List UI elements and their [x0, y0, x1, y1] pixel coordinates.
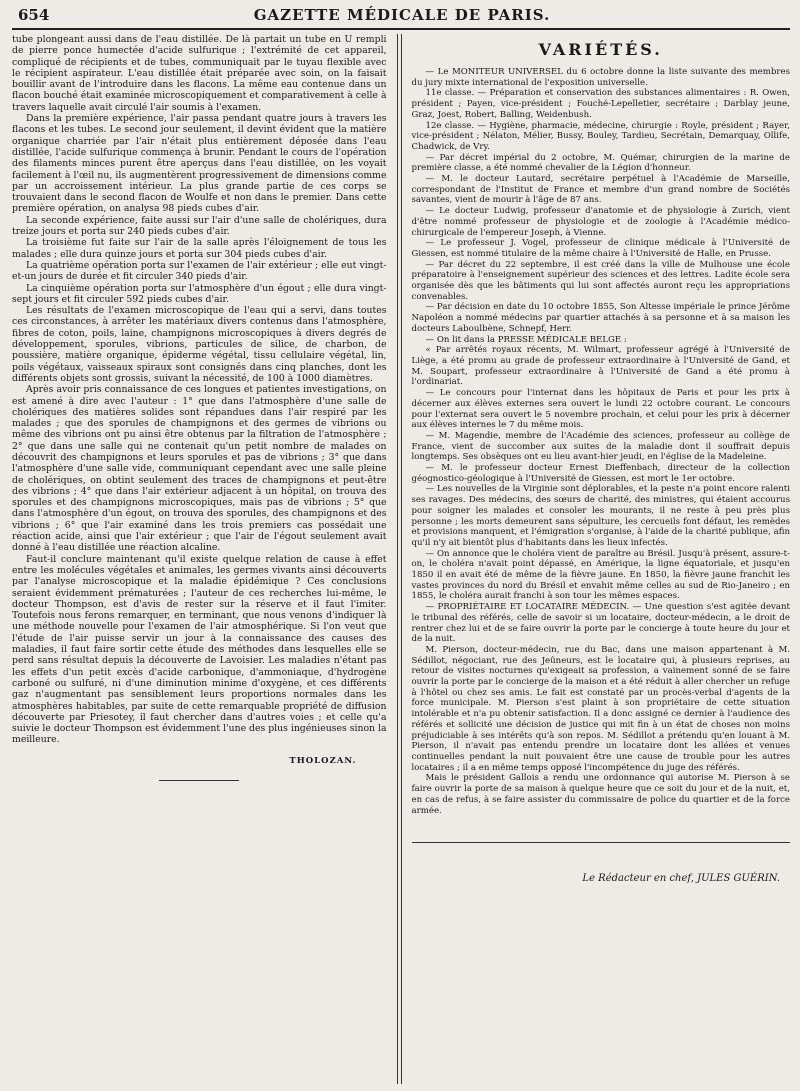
paragraph: Les résultats de l'examen microscopique de l'eau qui a servi, dans toutes ces circonstances, à arrêter les matériaux divers contenus dans l'atmosphère, fibres de coton, poils, laine, champignons microscopiques à divers degrés de développement, sporules, vibrions, particules de silice, de charbon, de poussière, matière organique, épiderme végétal, tissu cellulaire végétal, lin, poils végétaux, vaisseaux spiraux sont consignés dans cinq planches, dont les différents objets sont grossis, suivant la nécessité, de 100 à 1000 diamètres.: [12, 305, 387, 384]
paragraph: La troisième fut faite sur l'air de la salle après l'éloignement de tous les malades ; elle dura quinze jours et porta sur 304 pieds cubes d'air.: [12, 237, 387, 260]
varietes-news: [412, 67, 791, 816]
paragraph: M. Pierson, docteur-médecin, rue du Bac, dans une maison appartenant à M. Sédillot, négociant, rue des Jeûneurs, est le locataire qui, à plusieurs reprises, au retour de visites nocturnes qu'exigeait sa profession, a vainement sonné de se faire ouvrir la porte par le concierge de la maison et a été réduit à aller chercher un refuge à l'hôtel ou chez ses amis. Le fait est constaté par un procès-verbal d'agents de la force municipale. M. Pierson s'est plaint à son propriétaire de cette situation intolérable et n'a pu obtenir satisfaction. Il a donc assigné ce dernier à l'audience des référés et sollicité une décision de justice qui mit fin à un état de choses non moins préjudiciable à ses intérêts qu'à son repos. M. Sédillot a prétendu qu'en louant à M. Pierson, il n'avait pas entendu prendre un locataire dont les allées et venues continuelles pendant la nuit pouvaient être une cause de trouble pour les autres locataires ; il a en même temps opposé l'incompétence du juge des référés.: [411, 644, 790, 773]
article-signature: THOLOZAN.: [289, 755, 357, 766]
paragraph: Faut-il conclure maintenant qu'il existe quelque relation de cause à effet entre les molécules végétales et animales, les germes vivants ainsi découverts par l'analyse microscopique et la maladie épidémique ? Ces conclusions seraient évidemment prématurées ; l'auteur de ces recherches lui-même, le docteur Thompson, est d'avis de rester sur la réserve et il faut l'imiter. Toutefois nous ferons remarquer, en terminant, que nous venons d'indiquer là une méthode nouvelle pour l'examen de l'air atmosphérique. Si l'on veut que l'étude de l'air puisse servir un jour à la connaissance des causes des maladies, il faut faire sortir cette étude des méthodes dans lesquelles elle se perd sans résultat depuis la découverte de Lavoisier. Les maladies n'étant pas les effets d'un petit excès d'acide carbonique, d'ammoniaque, d'hydrogène carboné ou sulfuré, ni d'une diminution minime d'oxygène, et ces différents gaz n'augmentant pas sensiblement leurs proportions normales dans les atmosphères habitables, par suite de cette remarquable propriété de diffusion découverte par Priesotey, il faut chercher dans d'autres voies ; et celle qu'a suivie le docteur Thompson est évidemment l'une des plus ingénieuses sinon la meilleure.: [12, 553, 387, 746]
paragraph: — Par décision en date du 10 octobre 1855, Son Altesse impériale le prince Jérôme Napoléon a nommé médecins par quartier attachés à sa personne et à sa maison les docteurs Laboulbène, Schnepf, Herr.: [411, 302, 790, 334]
paragraph: — M. le docteur Lautard, secrétaire perpétuel à l'Académie de Marseille, correspondant de l'Institut de France et membre d'un grand nombre de Sociétés savantes, vient de mourir à l'âge de 87 ans.: [411, 174, 790, 206]
paragraph: — Le MONITEUR UNIVERSEL du 6 octobre donne la liste suivante des membres du jury mixte international de l'exposition universelle.: [411, 67, 790, 88]
paragraph: — PROPRIÉTAIRE ET LOCATAIRE MÉDECIN. — Une question s'est agitée devant le tribunal des référés, celle de savoir si un locataire, docteur-médecin, a le droit de rentrer chez lui et de se faire ouvrir la porte par le concierge à toute heure du jour et de la nuit.: [411, 602, 790, 645]
paragraph: — M. Magendie, membre de l'Académie des sciences, professeur au collège de France, vient de succomber aux suites de la maladie dont il souffrait depuis longtemps. Ses obsèques ont eu lieu avant-hier jeudi, en l'église de la Madeleine.: [411, 430, 790, 463]
paragraph: — On lit dans la PRESSE MÉDICALE BELGE :: [425, 334, 627, 345]
paragraph: Dans la première expérience, l'air passa pendant quatre jours à travers les flacons et les tubes. Le second jour seulement, il devint évident que la matière organique charriée par l'air n'était plus entièrement déposée dans l'eau distillée, l'acide sulfurique commença à brunir. Pendant le cours de l'opération des filaments minces purent être aperçus dans l'eau distillée, on les voyait facilement à l'œil nu, ils augmentèrent progressivement de dimensions comme par un accroissement intérieur. La plus grande partie de ces corps se trouvaient dans le second flacon de Woulfe et non dans le premier. Dans cette première opération, on analysa 98 pieds cubes d'air.: [12, 113, 387, 215]
left-article: [12, 34, 387, 746]
paragraph: — Les nouvelles de la Virginie sont déplorables, et la peste n'a point encore ralenti ses ravages. Des médecins, des sœurs de charité, des ministres, qui étaient accourus pour soigner les malades et consoler les mourants, il ne reste à peu près plus personne ; les morts demeurent sans sépulture, les cercueils font défaut, les remèdes et provisions manquent, et l'émigration s'organise, à l'aide de la charité publique, afin qu'il n'y ait bientôt plus d'habitants dans les lieux infectés.: [411, 484, 790, 548]
paragraph: 11e classe. — Préparation et conservation des substances alimentaires : R. Owen, président ; Payen, vice-président ; Fouché-Lepelletier, secrétaire ; Darblay jeune, Graz, Joest, Robert, Balling, Weidenbush.: [411, 88, 790, 120]
paragraph: — Le professeur J. Vogel, professeur de clinique médicale à l'Université de Giessen, est nommé titulaire de la même chaire à l'Université de Halle, en Prusse.: [411, 238, 790, 259]
editor-credit: Le Rédacteur en chef, JULES GUÉRIN.: [582, 873, 780, 885]
paragraph: tube plongeant aussi dans de l'eau distillée. De là partait un tube en U rempli de pierre ponce humectée d'acide sulfurique ; l'extrémité de cet appareil, compliqué de récipients et de tubes, communiquait par le tuyau flexible avec le récipient aspirateur. L'eau distillée était préparée avec soin, on la faisait bouillir avant de l'introduire dans les flacons. La même eau contenue dans un flacon bouché était examinée microscopiquement et comparativement à celle à travers laquelle avait circulé l'air soumis à l'examen.: [12, 34, 387, 113]
paragraph: — On annonce que le choléra vient de paraître au Brésil. Jusqu'à présent, assure-t-on, le choléra n'avait point dépassé, en Amérique, la ligne équatoriale, et jusqu'en 1850 il en avait été de même de la fièvre jaune. En 1850, la fièvre jaune franchit les vastes provinces du nord du Brésil et envahit même celles au sud de Rio-Janeiro ; en 1855, le choléra aurait franchi à son tour les mêmes espaces.: [411, 548, 790, 602]
page-header: [12, 6, 790, 30]
end-rule: [159, 780, 239, 781]
paragraph: La quatrième opération porta sur l'examen de l'air extérieur ; elle eut vingt-et-un jours de durée et fit circuler 340 pieds d'air.: [12, 259, 387, 283]
paragraph: — M. le professeur docteur Ernest Dieffenbach, directeur de la collection géognostico-géologique à l'Université de Giessen, est mort le 1er octobre.: [411, 463, 790, 484]
paragraph: — Le docteur Ludwig, professeur d'anatomie et de physiologie à Zurich, vient d'être nommé professeur de physiologie et de zoologie à l'Académie médico-chirurgicale de l'empereur Joseph, à Vienne.: [411, 206, 790, 238]
paragraph: Mais le président Gallois a rendu une ordonnance qui autorise M. Pierson à se faire ouvrir la porte de sa maison à quelque heure que ce soit du jour et de la nuit, et, en cas de refus, à se faire assister du commissaire de police du quartier et de la force armée.: [411, 773, 790, 816]
paragraph: La seconde expérience, faite aussi sur l'air d'une salle de cholériques, dura treize jours et porta sur 240 pieds cubes d'air.: [12, 214, 387, 238]
publication-title: GAZETTE MÉDICALE DE PARIS.: [253, 6, 551, 24]
paragraph: La cinquième opération porta sur l'atmosphère d'un égout ; elle dura vingt-sept jours et fit circuler 592 pieds cubes d'air.: [12, 282, 387, 305]
section-title: VARIÉTÉS.: [538, 40, 663, 59]
left-column: [12, 34, 397, 1084]
paragraph: — Le concours pour l'internat dans les hôpitaux de Paris et pour les prix à décerner aux élèves externes sera ouvert le lundi 22 octobre courant. Le concours pour l'externat sera ouvert le 5 novembre prochain, et celui pour les prix à décerner aux élèves internes le 7 du même mois.: [411, 388, 790, 431]
page-number: 654: [18, 6, 50, 24]
paragraph: — Par décret du 22 septembre, il est créé dans la ville de Mulhouse une école préparatoire à l'enseignement supérieur des sciences et des lettres. Ladite école sera organisée dès que les bâtiments qui lui sont affectés auront reçu les appropriations convenables.: [411, 259, 790, 302]
right-column: [402, 34, 791, 1084]
paragraph: 12e classe. — Hygiène, pharmacie, médecine, chirurgie : Royle, président ; Rayer, vice-président ; Nélaton, Mélier, Bussy, Bouley, Tardieu, Secrétain, Demarquay, Ollife, Chadwick, de Vry.: [411, 120, 790, 152]
paragraph: Après avoir pris connaissance de ces longues et patientes investigations, on est amené à dire avec l'auteur : 1° que dans l'atmosphère d'une salle de cholériques des matières solides sont répandues dans l'air respiré par les malades ; que des sporules de champignons et des germes de vibrions ou même des vibrions ont pu ainsi être obtenus par la filtration de l'atmosphère ; 2° que dans une salle qui ne contenait qu'un petit nombre de malades on découvrit des champignons et leurs sporules et pas de vibrions ; 3° que dans l'atmosphère d'une salle vide, communiquant cependant avec une salle pleine de cholériques, on obtint seulement des traces de champignons et peut-être des vibrions ; 4° que dans l'air extérieur adjacent à un hôpital, on trouva des sporules et des champignons microscopiques, mais pas de vibrions ; 5° que dans l'atmosphère d'un égout, on trouva des sporules, des champignons et des vibrions ; 6° que l'air examiné dans les trois premiers cas possédait une réaction acide, ainsi que l'air extérieur ; que l'air de l'égout seulement avait donné à l'eau distillée une réaction alcaline.: [12, 384, 387, 554]
paragraph: « Par arrêtés royaux récents, M. Wilmart, professeur agrégé à l'Université de Liège, a été promu au grade de professeur extraordinaire à l'Université de Gand, et M. Soupart, professeur extraordinaire à l'Université de Gand a été promu à l'ordinariat.: [411, 345, 790, 388]
columns: [12, 34, 790, 1084]
editor-rule: [412, 842, 791, 843]
paragraph: — Par décret impérial du 2 octobre, M. Quémar, chirurgien de la marine de première classe, a été nommé chevalier de la Légion d'honneur.: [411, 152, 790, 174]
